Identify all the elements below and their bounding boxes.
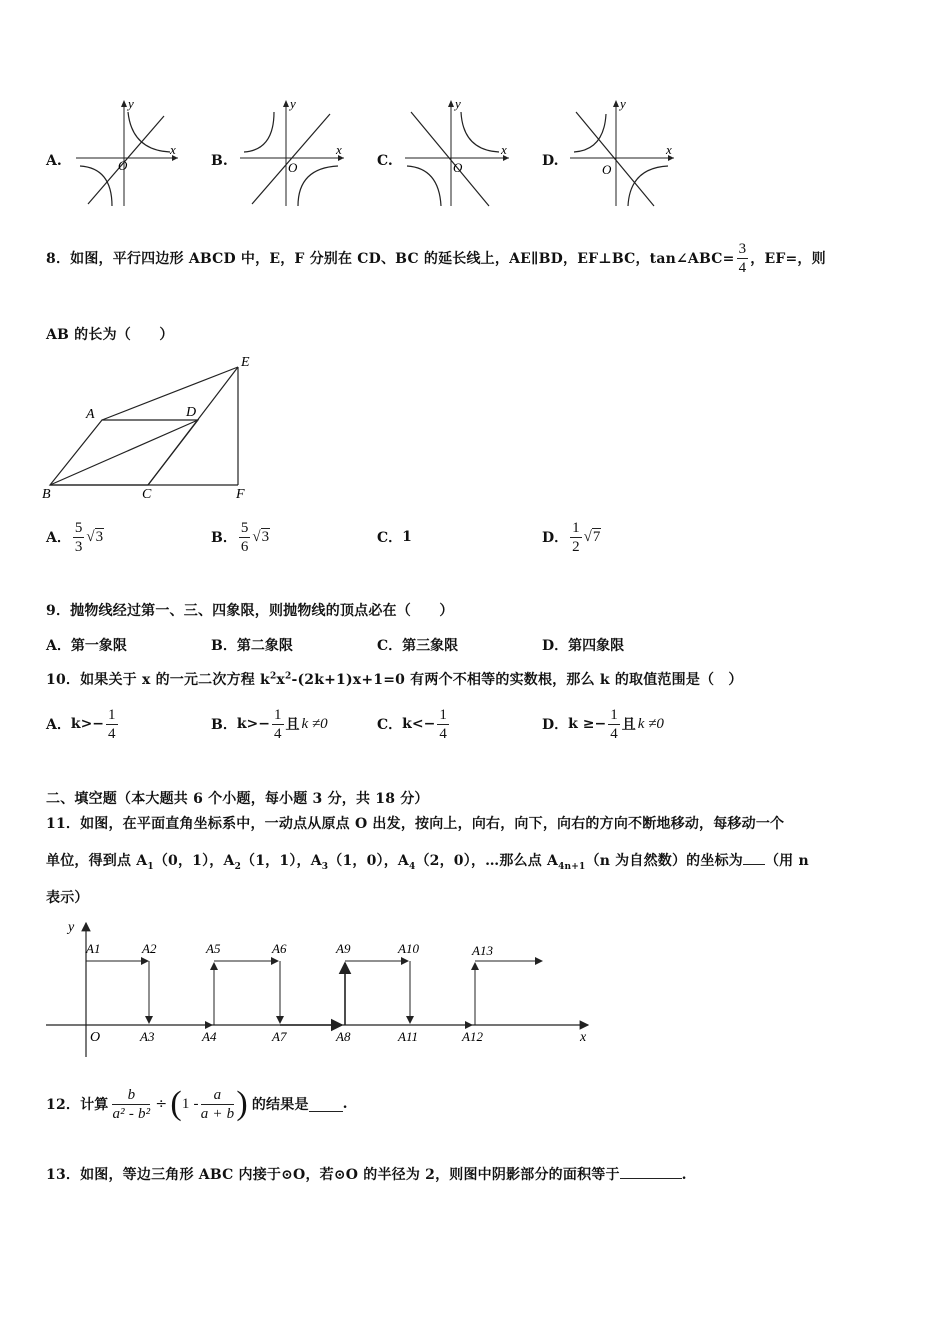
q9-option-b: B．第二象限 (211, 638, 293, 654)
numerator: 1 (439, 706, 447, 723)
label-a1: A1 (86, 941, 101, 956)
q12-stem (46, 1078, 348, 1130)
y-axis-arrow (613, 100, 619, 107)
option-fraction (570, 520, 582, 555)
q11-stem-line3: 表示） (46, 890, 89, 906)
hyperbola-branch (80, 166, 112, 206)
option-letter: C． (377, 530, 403, 546)
subscript: 3 (321, 861, 329, 872)
q8-option-a (46, 516, 104, 558)
numerator: b (112, 1087, 150, 1105)
y-axis-label: y (68, 920, 75, 935)
label-d: D (186, 405, 197, 420)
label-c: C (142, 487, 152, 502)
option-letter: A． (46, 717, 71, 733)
option-value: 1 (402, 529, 412, 545)
q12-fraction-2 (201, 1087, 235, 1122)
y-axis-label: y (620, 98, 626, 111)
q12-paren-lead: 1 - (181, 1095, 199, 1112)
q7-graph-a (74, 98, 182, 210)
q10-stem-part2: x (276, 672, 285, 688)
label-a2: A2 (142, 941, 157, 956)
q12-end: . (342, 1096, 348, 1112)
superscript: 2 (269, 671, 277, 682)
origin-label: O (288, 160, 298, 175)
graph-line (252, 114, 330, 204)
x-axis-label: x (666, 142, 672, 157)
q11-text: 单位，得到点 A (46, 853, 148, 869)
q11-text: （1，1），A (241, 853, 322, 869)
q12-prefix: 12．计算 (46, 1097, 109, 1113)
q7-option-d-letter: D. (542, 153, 559, 169)
q11-stem-line1: 11．如图，在平面直角坐标系中，一动点从原点 O 出发，按向上，向右，向下，向右的方向不断地移动，每移动一个 (46, 816, 785, 832)
hyperbola-branch (244, 112, 274, 152)
y-axis-label: y (455, 98, 461, 111)
option-fraction (73, 520, 85, 555)
q13-stem (46, 1164, 687, 1184)
origin-label: O (602, 162, 612, 177)
label-a4: A4 (202, 1029, 217, 1044)
option-suffix: 且 (621, 717, 636, 733)
label-a5: A5 (206, 941, 221, 956)
label-e: E (241, 355, 250, 370)
hyperbola-branch (461, 112, 499, 152)
numerator: 1 (610, 706, 618, 723)
q8-option-c (377, 516, 412, 558)
origin-label: O (453, 160, 463, 175)
x-axis-label: x (336, 142, 342, 157)
option-letter: B． (211, 717, 237, 733)
option-fraction (239, 520, 251, 555)
graph-line (411, 112, 489, 206)
numerator: 1 (274, 706, 282, 723)
y-axis-arrow (283, 100, 289, 107)
option-fraction (272, 707, 284, 742)
numerator: 5 (240, 519, 249, 536)
label-a6: A6 (272, 941, 287, 956)
q10-option-b (211, 703, 328, 745)
q10-stem (46, 669, 743, 689)
numerator: 1 (572, 519, 580, 536)
option-letter: D． (542, 717, 569, 733)
label-a: A (86, 407, 95, 422)
origin-label: O (118, 158, 128, 173)
numerator: a (201, 1087, 235, 1105)
y-axis-arrow (448, 100, 454, 107)
option-prefix: k>− (70, 716, 105, 732)
option-letter: B． (211, 530, 237, 546)
option-fraction (437, 707, 449, 742)
y-axis-arrow (121, 100, 127, 107)
label-f: F (236, 487, 245, 502)
denominator: 2 (572, 538, 580, 555)
sqrt-symbol: √7 (583, 528, 601, 545)
q8-option-d (542, 516, 601, 558)
label-a11: A11 (398, 1029, 418, 1044)
q9-option-c: C．第三象限 (377, 638, 459, 654)
denominator: a + b (200, 1105, 235, 1122)
q8-stem-line2: AB 的长为（ ） (46, 327, 174, 343)
section-title: 二、填空题（本大题共 6 个小题，每小题 3 分，共 18 分） (46, 791, 429, 807)
label-a8: A8 (336, 1029, 351, 1044)
option-prefix: k ≥− (568, 716, 607, 732)
numerator: 1 (108, 706, 116, 723)
hyperbola-branch (298, 166, 338, 206)
answer-blank[interactable] (620, 1164, 682, 1179)
x-axis-label: x (580, 1030, 587, 1045)
y-axis-label: y (128, 98, 134, 111)
q7-graph-c (403, 98, 513, 210)
subscript: 2 (234, 861, 242, 872)
y-axis-label: y (290, 98, 296, 111)
q8-tan-numerator: 3 (738, 240, 747, 257)
label-a7: A7 (272, 1029, 287, 1044)
denominator: a² - b² (112, 1105, 151, 1122)
q12-suffix: 的结果是 (251, 1097, 309, 1113)
q8-stem-part2: ，EF=，则 (750, 251, 826, 267)
label-a9: A9 (336, 941, 351, 956)
q7-option-a-letter: A. (46, 153, 62, 169)
option-prefix: k>− (236, 716, 271, 732)
q13-text: 13．如图，等边三角形 ABC 内接于⊙O，若⊙O 的半径为 2，则图中阴影部分的面积等于 (46, 1167, 620, 1183)
radicand: 3 (261, 528, 270, 545)
label-a10: A10 (398, 941, 419, 956)
q8-stem-line1 (46, 238, 826, 278)
option-letter: A． (46, 530, 71, 546)
q11-text: （0，1），A (153, 853, 235, 869)
hyperbola-branch (574, 114, 606, 152)
q13-end: . (681, 1167, 687, 1183)
option-fraction (106, 707, 118, 742)
q8-tan-denominator: 4 (738, 259, 747, 276)
label-a3: A3 (140, 1029, 155, 1044)
q11-text: （1，0），A (328, 853, 409, 869)
q8-parallelogram-figure (38, 352, 260, 502)
division-sign: ÷ (155, 1096, 168, 1112)
q11-text: （n 为自然数）的坐标为 (585, 853, 743, 869)
q8-option-b (211, 516, 270, 558)
q10-stem-part3: -(2k+1)x+1=0 有两个不相等的实数根，那么 k 的取值范围是（ ） (291, 672, 743, 688)
option-condition: k ≠0 (301, 715, 328, 732)
option-fraction (608, 707, 620, 742)
subscript: 4 (409, 861, 416, 872)
option-letter: D． (542, 530, 569, 546)
denominator: 4 (439, 725, 447, 742)
radicand: 7 (592, 528, 601, 545)
answer-blank[interactable] (309, 1097, 343, 1112)
sqrt-symbol: √3 (252, 528, 270, 545)
denominator: 6 (240, 538, 249, 555)
answer-blank[interactable] (743, 864, 765, 865)
denominator: 4 (274, 725, 282, 742)
option-condition: k ≠0 (637, 715, 664, 732)
superscript: 2 (284, 671, 292, 682)
label-a13: A13 (472, 943, 493, 958)
denominator: 4 (108, 725, 116, 742)
graph-line (576, 112, 654, 206)
right-paren: ) (236, 1085, 248, 1122)
q9-option-d: D．第四象限 (542, 638, 625, 654)
label-b: B (42, 487, 51, 502)
hyperbola-branch (628, 166, 668, 206)
left-paren: ( (170, 1085, 182, 1122)
q11-coordinate-figure (40, 915, 600, 1060)
option-suffix: 且 (285, 717, 300, 733)
numerator: 5 (74, 519, 83, 536)
q8-stem-part1: 8．如图，平行四边形 ABCD 中，E，F 分别在 CD、BC 的延长线上，AE∥BD，EF⊥BC，tan∠ABC= (46, 251, 735, 267)
q7-graph-b (238, 98, 348, 210)
hyperbola-branch (407, 166, 441, 206)
q12-fraction-1 (112, 1087, 150, 1122)
subscript: 1 (147, 861, 154, 872)
denominator: 4 (610, 725, 618, 742)
q11-text: （用 n (764, 853, 809, 869)
q9-stem: 9．抛物线经过第一、三、四象限，则抛物线的顶点必在（ ） (46, 603, 454, 619)
subscript: 4n+1 (558, 861, 586, 872)
label-a12: A12 (462, 1029, 483, 1044)
q11-stem-line2 (46, 850, 809, 872)
q9-option-a: A．第一象限 (46, 638, 127, 654)
hyperbola-branch (128, 112, 170, 152)
q11-text: （2，0），…那么点 A (415, 853, 559, 869)
option-prefix: k<− (402, 716, 436, 732)
sqrt-symbol: √3 (86, 528, 104, 545)
radicand: 3 (95, 528, 104, 545)
option-letter: C． (377, 717, 403, 733)
x-axis-label: x (501, 142, 507, 157)
q10-option-c (377, 703, 451, 745)
denominator: 3 (74, 538, 83, 555)
q7-graph-d (568, 98, 680, 210)
q10-stem-part1: 10．如果关于 x 的一元二次方程 k (46, 672, 270, 688)
diagonal-bd (50, 420, 198, 485)
origin-label: O (90, 1030, 101, 1045)
q10-option-d (542, 703, 664, 745)
q7-option-b-letter: B. (211, 153, 228, 169)
q8-tan-fraction (737, 241, 749, 276)
x-axis-label: x (170, 142, 176, 157)
q10-option-a (46, 703, 120, 745)
q7-option-c-letter: C. (377, 153, 393, 169)
